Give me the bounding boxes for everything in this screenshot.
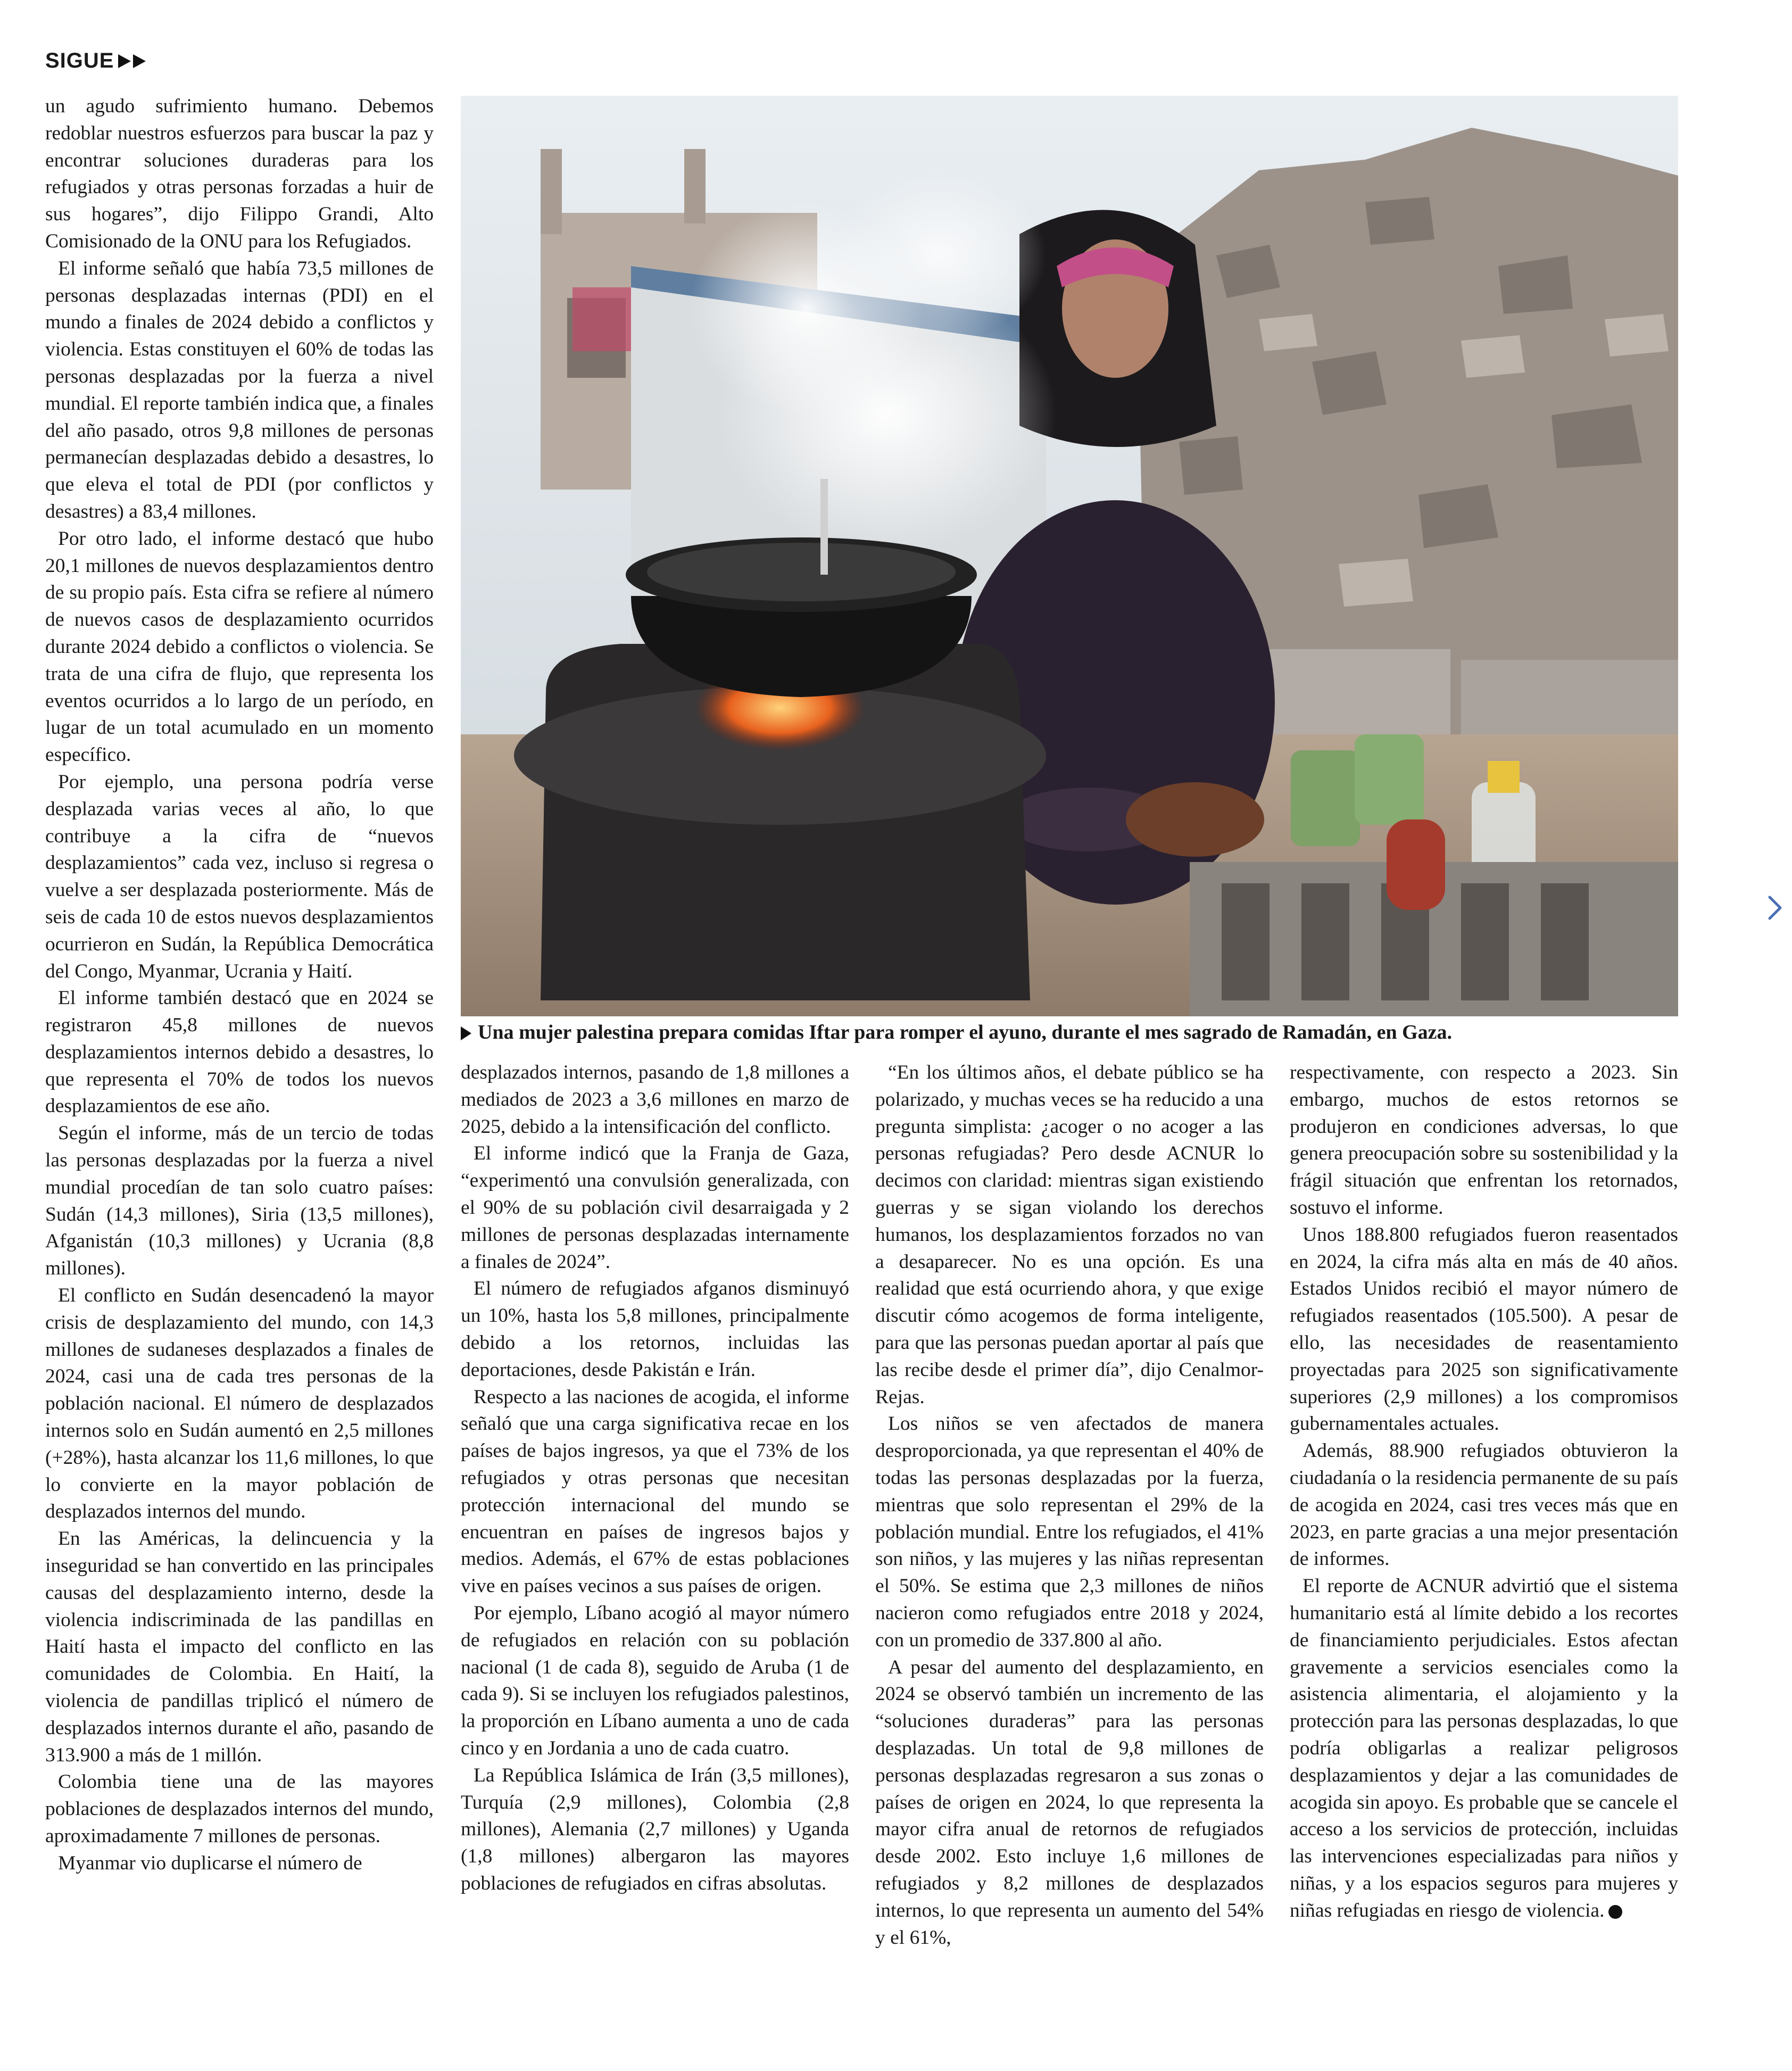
- paragraph: Myanmar vio duplicarse el número de: [58, 1852, 362, 1874]
- article-column-4: [1290, 1059, 1678, 1925]
- paragraph-text: El reporte de ACNUR advirtió que el sistema humanitario está al límite debido a los recortes de financiamiento perjudiciales. Estos afectan gravemente a servicios esenciales como la asistencia alimentaria, el alojamiento y la protección para las personas desplazadas, lo que podría obligarlas a realizar peligrosos desplazamientos y dejar a las comunidades de acogida sin apoyo. Es probable que se cancele el acceso a los servicios de protección, incluidas las intervenciones especializadas para niños y niñas, y a los espacios seguros para mujeres y niñas refugiadas en riesgo de violencia.: [1290, 1575, 1678, 1921]
- caption-text: Una mujer palestina prepara comidas Iftar para romper el ayuno, durante el mes sagrado de Ramadán, en Gaza.: [478, 1021, 1453, 1043]
- article-column-1: [45, 93, 434, 1877]
- paragraph: Respecto a las naciones de acogida, el informe señaló que una carga significativa recae en los países de bajos ingresos, ya que el 73% de los refugiados y otras personas que necesitan protección internacional del mundo se encuentran en países de ingresos bajos y medios. Además, el 67% de estas poblaciones vive en países vecinos a sus países de origen.: [461, 1386, 849, 1597]
- end-of-article-dot-icon: [1608, 1905, 1622, 1919]
- continue-marker: [45, 49, 148, 73]
- paragraph: Por ejemplo, Líbano acogió al mayor número de refugiados en relación con su población nacional (1 de cada 8), seguido de Aruba (1 de cada 9). Si se incluyen los refugiados palestinos, la proporción en Líbano aumenta a uno de cada cinco y en Jordania a uno de cada cuatro.: [461, 1602, 849, 1759]
- paragraph: respectivamente, con respecto a 2023. Sin embargo, muchos de estos retornos se produjeron en condiciones adversas, lo que genera preocupación sobre su sostenibilidad y la frágil situación que enfrentan los retornados, sostuvo el informe.: [1290, 1062, 1678, 1219]
- paragraph: Según el informe, más de un tercio de todas las personas desplazadas por la fuerza a nivel mundial procedían de tan solo cuatro países: Sudán (14,3 millones), Siria (13,5 millones), Afganistán (10,3 millones) y Ucrania (8,8 millones).: [45, 1122, 434, 1280]
- photo-caption: [461, 1021, 1685, 1044]
- caption-triangle-icon: [461, 1026, 471, 1040]
- paragraph: Por otro lado, el informe destacó que hubo 20,1 millones de nuevos desplazamientos dentro de su propio país. Esta cifra se refiere al número de nuevos casos de desplazamiento ocurridos durante 2024 debido a conflictos o violencia. Se trata de una cifra de flujo, que representa los eventos ocurridos a lo largo de un período, en lugar de un total acumulado en un momento específico.: [45, 527, 434, 766]
- paragraph: El informe indicó que la Franja de Gaza, “experimentó una convulsión generalizada, con el 90% de su población civil desarraigada y 2 millones de personas desplazadas internamente a finales de 2024”.: [461, 1142, 849, 1273]
- paragraph: Los niños se ven afectados de manera desproporcionada, ya que representan el 40% de todas las personas desplazadas por la fuerza, mientras que solo representan el 29% de la población mundial. Entre los refugiados, el 41% son niños, y las mujeres y las niñas representan el 50%. Se estima que 2,3 millones de niños nacieron como refugiados entre 2018 y 2024, con un promedio de 337.800 al año.: [875, 1413, 1264, 1651]
- paragraph: El informe señaló que había 73,5 millones de personas desplazadas internas (PDI) en el mundo a finales de 2024 debido a conflictos y violencia. Estas constituyen el 60% de todas las personas desplazadas por la fuerza a nivel mundial. El reporte también indica que, a finales del año pasado, otros 9,8 millones de personas permanecían desplazadas debido a desastres, lo que eleva el total de PDI (por conflictos y desastres) a 83,4 millones.: [45, 257, 434, 523]
- double-arrow-right-icon: [118, 53, 148, 69]
- paragraph: desplazados internos, pasando de 1,8 millones a mediados de 2023 a 3,6 millones en marzo de 2025, debido a la intensificación del conflicto.: [461, 1062, 849, 1138]
- continue-label: SIGUE: [45, 49, 114, 72]
- paragraph: En las Américas, la delincuencia y la inseguridad se han convertido en las principales causas del desplazamiento interno, desde la violencia indiscriminada de las pandillas en Haití hasta el impacto del conflicto en las comunidades de Colombia. En Haití, la violencia de pandillas triplicó el número de desplazados internos durante el año, pasando de 313.900 a más de 1 millón.: [45, 1528, 434, 1766]
- paragraph: El número de refugiados afganos disminuyó un 10%, hasta los 5,8 millones, principalmente debido a los retornos, incluidas las deportaciones, desde Pakistán e Irán.: [461, 1278, 849, 1381]
- paragraph: [1290, 1573, 1678, 1924]
- next-page-button[interactable]: [1765, 893, 1785, 923]
- paragraph: El informe también destacó que en 2024 se registraron 45,8 millones de nuevos desplazamientos internos debido a desastres, lo que representa el 70% de todos los nuevos desplazamientos de ese año.: [45, 987, 434, 1117]
- paragraph: A pesar del aumento del desplazamiento, en 2024 se observó también un incremento de las “soluciones duraderas” para las personas desplazadas. Un total de 9,8 millones de personas desplazadas regresaron a sus zonas o países de origen en 2024, lo que representa la mayor cifra anual de retornos de refugiados desde 2002. Esto incluye 1,6 millones de refugiados y 8,2 millones de desplazados internos, lo que representa un aumento del 54% y el 61%,: [875, 1656, 1264, 1949]
- paragraph: Por ejemplo, una persona podría verse desplazada varias veces al año, lo que contribuye a la cifra de “nuevos desplazamientos” cada vez, incluso si regresa o vuelve a ser desplazada posteriormente. Más de seis de cada 10 de estos nuevos desplazamientos ocurrieron en Sudán, la República Democrática del Congo, Myanmar, Ucrania y Haití.: [45, 771, 434, 982]
- paragraph: Colombia tiene una de las mayores poblaciones de desplazados internos del mundo, aproximadamente 7 millones de personas.: [45, 1771, 434, 1847]
- paragraph: La República Islámica de Irán (3,5 millones), Turquía (2,9 millones), Colombia (2,8 millones), Alemania (2,7 millones) y Uganda (1,8 millones) albergaron las mayores poblaciones de refugiados en cifras absolutas.: [461, 1764, 849, 1894]
- chevron-right-icon: [1765, 893, 1785, 923]
- article-column-3: [875, 1059, 1264, 1951]
- paragraph: Además, 88.900 refugiados obtuvieron la ciudadanía o la residencia permanente de su país de acogida en 2024, casi tres veces más que en 2023, en parte gracias a una mejor presentación de informes.: [1290, 1440, 1678, 1570]
- paragraph: “En los últimos años, el debate público se ha polarizado, y muchas veces se ha reducido a una pregunta simplista: ¿acoger o no acoger a las personas refugiadas? Pero desde ACNUR lo decimos con claridad: mientras sigan existiendo guerras y se sigan violando los derechos humanos, los desplazamientos forzados no van a desaparecer. No es una opción. Es una realidad que está ocurriendo ahora, y que exige discutir cómo acogemos de forma inteligente, para que las personas puedan aportar al país que las recibe desde el primer día”, dijo Cenalmor-Rejas.: [875, 1062, 1264, 1408]
- paragraph: Unos 188.800 refugiados fueron reasentados en 2024, la cifra más alta en más de 40 años. Estados Unidos recibió el mayor número de refugiados reasentados (105.500). A pesar de ello, las necesidades de reasentamiento proyectadas para 2025 son significativamente superiores (2,9 millones) a los compromisos gubernamentales actuales.: [1290, 1223, 1678, 1435]
- article-column-2: [461, 1059, 849, 1898]
- paragraph: El conflicto en Sudán desencadenó la mayor crisis de desplazamiento del mundo, con 14,3 millones de sudaneses desplazados a finales de 2024, casi una de cada tres personas de la población nacional. El número de desplazados internos solo en Sudán aumentó en 2,5 millones (+28%), hasta alcanzar los 11,6 millones, lo que lo convierte en la mayor población de desplazados internos del mundo.: [45, 1285, 434, 1523]
- paragraph: un agudo sufrimiento humano. Debemos redoblar nuestros esfuerzos para buscar la paz y encontrar soluciones duraderas para los refugiados y otras personas forzadas a huir de sus hogares”, dijo Filippo Grandi, Alto Comisionado de la ONU para los Refugiados.: [45, 95, 434, 252]
- news-photo: [461, 96, 1678, 1016]
